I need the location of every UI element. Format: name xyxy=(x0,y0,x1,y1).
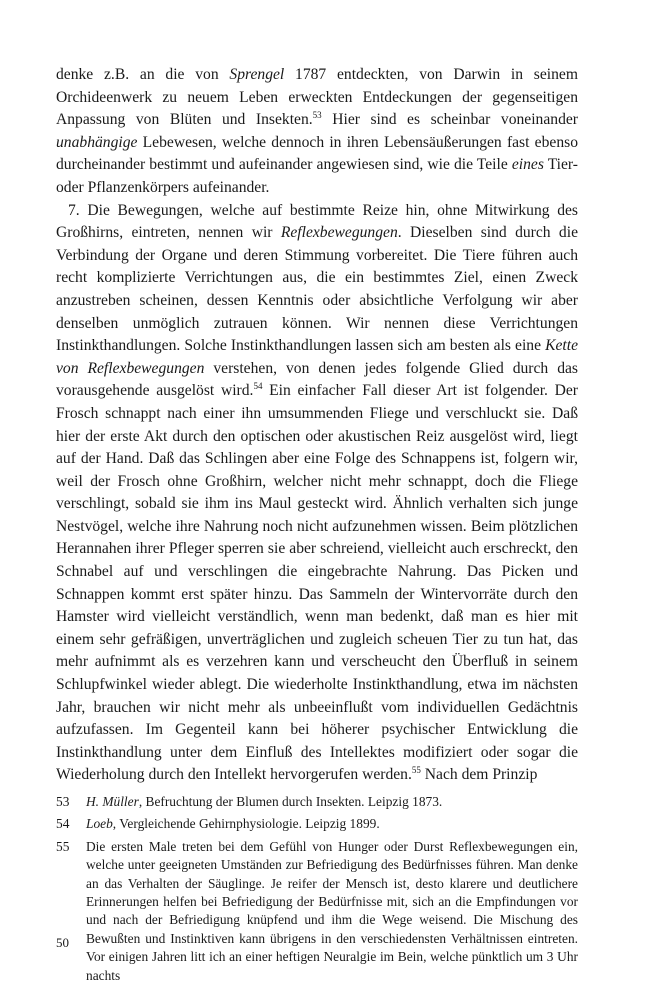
page-number: 50 xyxy=(56,935,69,950)
footnote-number: 55 xyxy=(56,838,70,854)
paragraph: 7. Die Bewegungen, welche auf bestimmte Reize hin, ohne Mitwirkung des Großhirns, eintreten, nennen wir Reflexbewegungen. Dieselben sind durch die Verbindung der Organe und deren Stimmung vorbereitet. Die Tiere führen auch recht komplizierte Verrichtungen aus, die ein bestimmtes Ziel, einen Zweck anzustreben scheinen, dessen Kenntnis oder absichtliche Verfolgung wir aber denselben unmöglich zutrauen können. Wir nennen diese Verrichtungen Instinkthandlungen. Solche Instinkthandlungen lassen sich am besten als eine Kette von Reflexbewegungen verstehen, von denen jedes folgende Glied durch das vorausgehende ausgelöst wird.$^{54}$ Ein einfacher Fall dieser Art ist folgender. Der Frosch schnappt nach einer ihn umsummenden Fliege und verschluckt sie. Daß hier der erste Akt durch den optischen oder akustischen Reiz ausgelöst wird, liegt auf der Hand. Daß das Schlingen aber eine Folge des Schnappens ist, folgern wir, weil der Frosch ohne Großhirn, welcher nicht mehr schnappt, doch die Fliege verschlingt, sobald sie ihm ins Maul gesteckt wird. Ähnlich verhalten sich junge Nestvögel, welche ihre Nahrung noch nicht aufzunehmen wissen. Beim plötzlichen Herannahen ihrer Pfleger sperren sie aber schreiend, vielleicht auch erschreckt, den Schnabel auf und verschlingen die eingebrachte Nahrung. Das Picken und Schnappen kommt erst später hinzu. Das Sammeln der Wintervorräte durch den Hamster wird vielleicht verständlich, wenn man bedenkt, daß man es hier mit einem sehr gefräßigen, unverträglichen und zugleich scheuen Tier zu tun hat, das mehr aufnimmt als es verzehren kann und verscheucht den Überfluß in seinem Schlupfwinkel wieder ablegt. Die wiederholte Instinkthandlung, etwa im nächsten Jahr, brauchen wir nicht mehr als unbeeinflußt vom individuellen Gedächtnis aufzufassen. Im Gegenteil kann bei höherer psychischer Entwicklung die Instinkthandlung unter dem Einfluß des Intellektes modifiziert oder sogar die Wiederholung durch den Intellekt hervorgerufen werden.$^{55}$ Nach dem Prinzip xyxy=(56,201,579,784)
footnote-author: H. Müller xyxy=(86,794,139,809)
footnote: 53 H. Müller, Befruchtung der Blumen durch Insekten. Leipzig 1873. xyxy=(56,793,578,811)
page-content xyxy=(56,64,578,989)
footnote-author: Loeb xyxy=(86,816,113,832)
body-text xyxy=(56,64,578,787)
footnote-number: 53 xyxy=(56,794,70,809)
footnotes xyxy=(56,793,578,985)
footnote-ref[interactable]: 53 xyxy=(312,110,322,121)
footnote: 54 Loeb, Vergleichende Gehirnphysiologie. Leipzig 1899. xyxy=(56,815,578,833)
footnote: 55 Die ersten Male treten bei dem Gefühl von Hunger oder Durst Reflexbewegungen ein, welche unter geeigneten Umständen zur Befriedigung des Bedürfnisses führen. Man denke an das Verhalten der Säuglinge. Je reifer der Mensch ist, desto klarere und deutlichere Erinnerungen helfen bei Befriedigung der Bedürfnisse mit, sich an die Empfindungen vor und nach der Befriedigung knüpfend und ihm die Wege weisend. Die Mischung des Bewußten und Instinktiven kann übrigens in den verschiedensten Verhältnissen eintreten. Vor einigen Jahren litt ich an einer heftigen Neuralgie im Bein, welche pünktlich um 3 Uhr nachts xyxy=(56,838,578,983)
footnote-ref[interactable]: 54 xyxy=(253,381,263,392)
paragraph: denke z.B. an die von Sprengel 1787 entdeckten, von Darwin in seinem Orchideenwerk zu neuem Leben erweckten Entdeckungen der gegenseitigen Anpassung von Blüten und Insekten.$^{53}$ Hier sind es scheinbar voneinander unabhängige Lebewesen, welche dennoch in ihren Lebensäußerungen fast ebenso durcheinander bestimmt und aufeinander angewiesen sind, wie die Teile eines Tier- oder Pflanzenkörpers aufeinander. xyxy=(56,66,578,196)
footnote-number: 54 xyxy=(56,816,70,832)
footnote-ref[interactable]: 55 xyxy=(411,765,421,776)
